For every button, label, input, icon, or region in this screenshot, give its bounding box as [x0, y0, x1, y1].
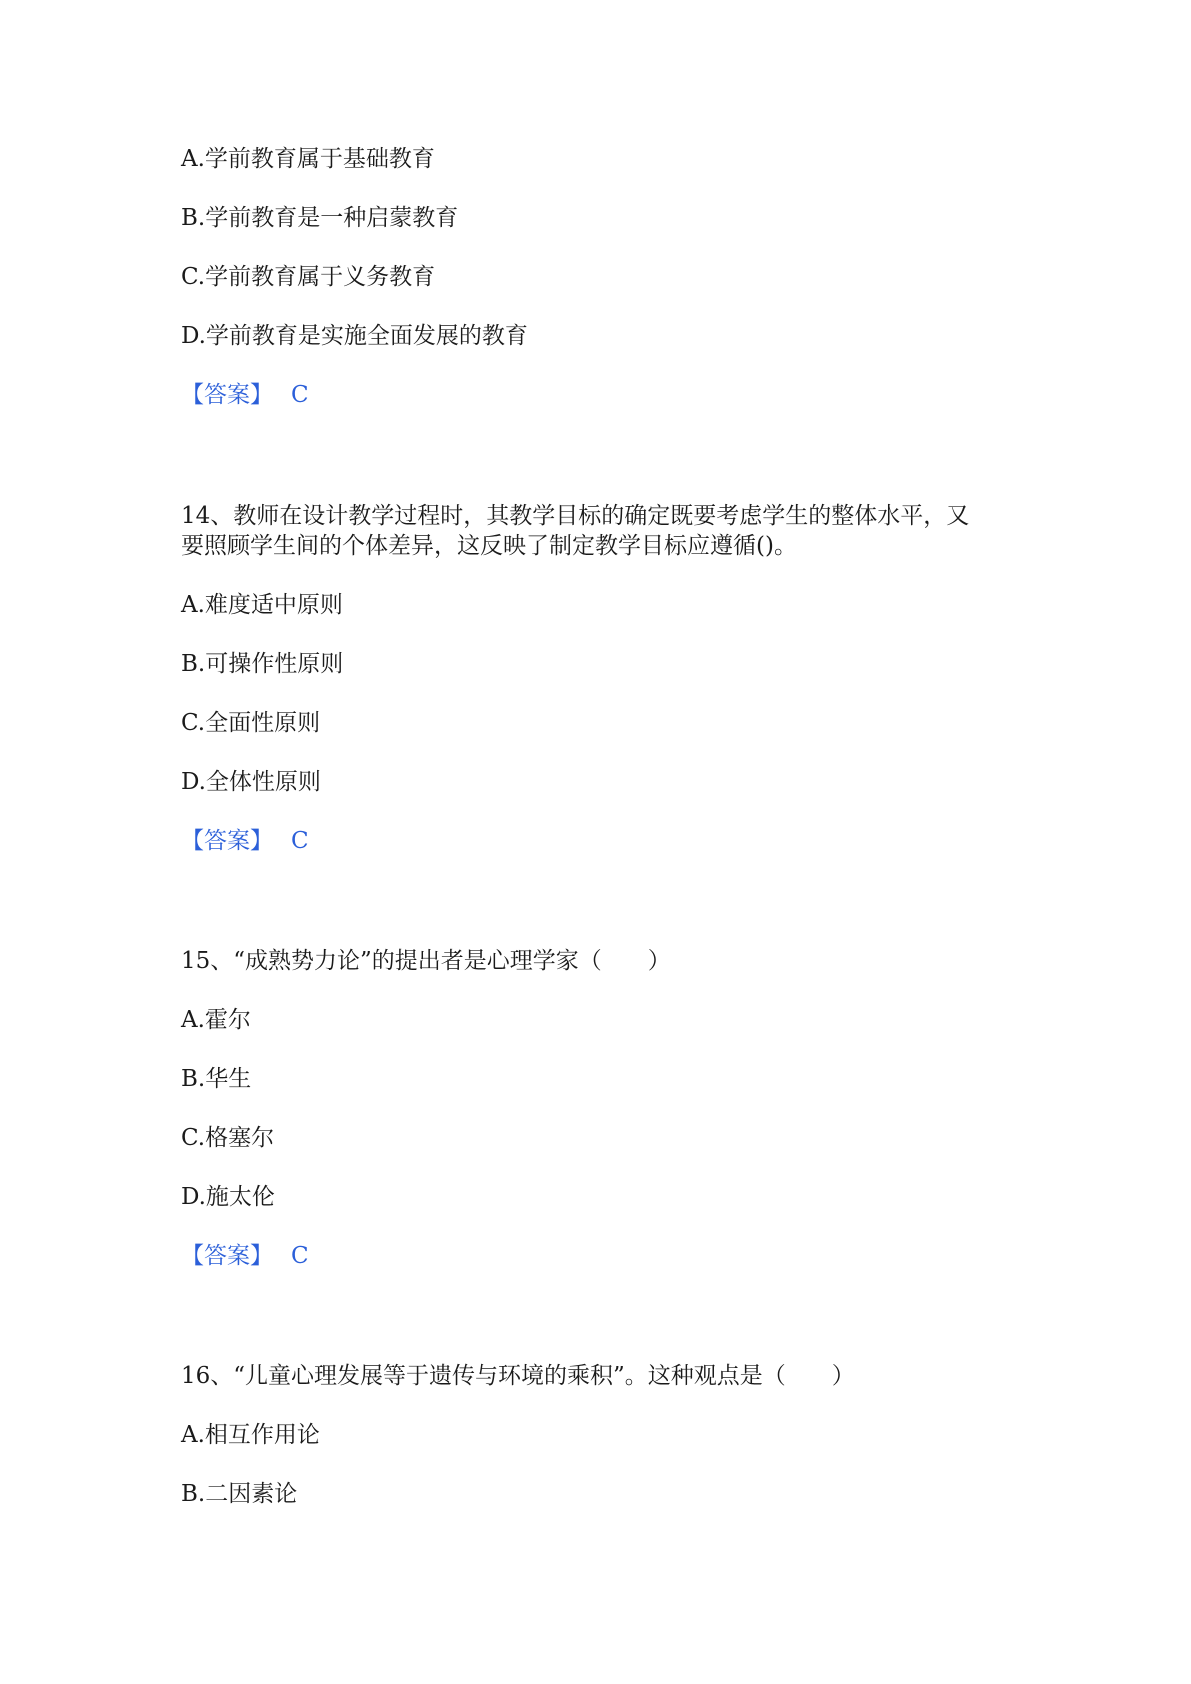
q15-answer-label: 【答案】 — [181, 1243, 273, 1269]
q15-option-d: D.施太伦 — [181, 1184, 275, 1210]
q15-option-a: A.霍尔 — [181, 1007, 251, 1033]
q16-question: 16、“儿童心理发展等于遗传与环境的乘积”。这种观点是（ ） — [181, 1363, 855, 1389]
q13-option-d: D.学前教育是实施全面发展的教育 — [181, 323, 528, 349]
q14-option-a: A.难度适中原则 — [181, 592, 343, 618]
q14-answer-value: C — [291, 828, 309, 854]
q14-option-b: B.可操作性原则 — [181, 651, 344, 677]
q13-option-b: B.学前教育是一种启蒙教育 — [181, 205, 459, 231]
q14-question-line-1: 14、教师在设计教学过程时，其教学目标的确定既要考虑学生的整体水平，又 — [181, 503, 970, 529]
q13-option-a: A.学前教育属于基础教育 — [181, 146, 435, 172]
q15-question: 15、“成熟势力论”的提出者是心理学家（ ） — [181, 948, 671, 974]
q13-option-c: C.学前教育属于义务教育 — [181, 264, 436, 290]
q16-option-b: B.二因素论 — [181, 1481, 298, 1507]
q15-option-b: B.华生 — [181, 1066, 252, 1092]
q13-answer — [181, 380, 309, 410]
q14-answer — [181, 826, 309, 856]
q15-option-c: C.格塞尔 — [181, 1125, 275, 1151]
q15-answer-value: C — [291, 1243, 309, 1269]
q14-option-d: D.全体性原则 — [181, 769, 321, 795]
q15-answer — [181, 1241, 309, 1271]
q13-answer-value: C — [291, 382, 309, 408]
q14-option-c: C.全面性原则 — [181, 710, 321, 736]
q16-option-a: A.相互作用论 — [181, 1422, 320, 1448]
q14-question-line-2: 要照顾学生间的个体差异，这反映了制定教学目标应遵循()。 — [181, 533, 797, 559]
q14-answer-label: 【答案】 — [181, 828, 273, 854]
q13-answer-label: 【答案】 — [181, 382, 273, 408]
